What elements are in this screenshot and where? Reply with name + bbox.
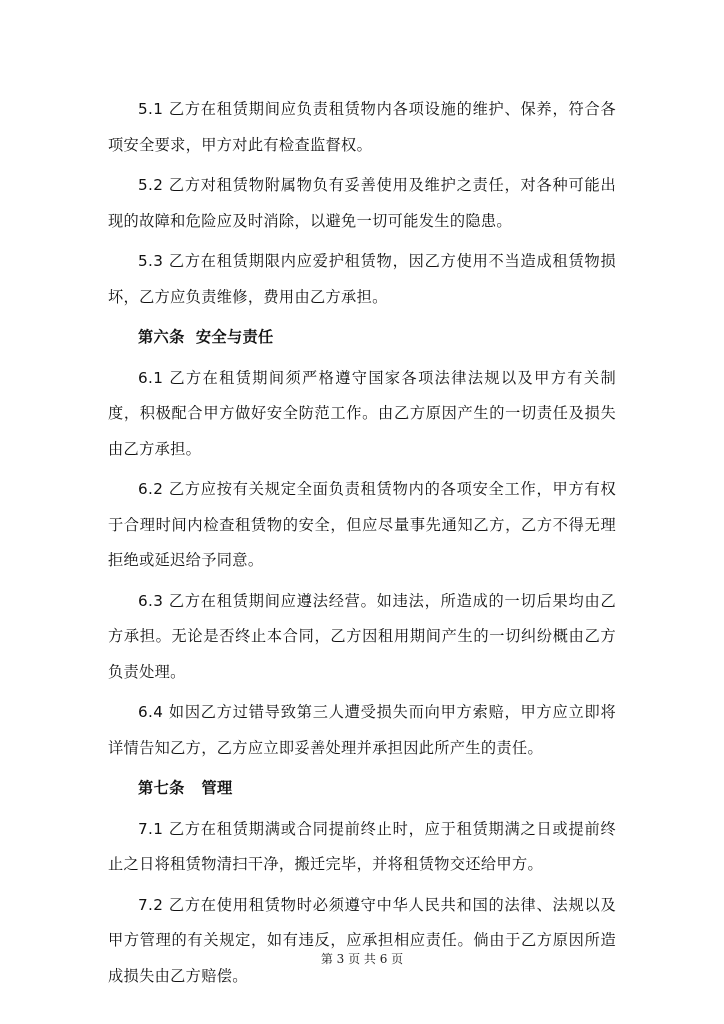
clause-7-2: 7.2 乙方在使用租赁物时必须遵守中华人民共和国的法律、法规以及甲方管理的有关规定，如有违反，应承担相应责任。倘由于乙方原因所造成损失由乙方赔偿。 [108, 895, 616, 985]
clause-5-3: 5.3 乙方在租赁期限内应爱护租赁物，因乙方使用不当造成租赁物损坏，乙方应负责维修，费用由乙方承担。 [108, 252, 616, 306]
page-number-footer: 第 3 页 共 6 页 [320, 952, 404, 966]
clause-6-2: 6.2 乙方应按有关规定全面负责租赁物内的各项安全工作，甲方有权于合理时间内检查租赁物的安全，但应尽量事先通知乙方，乙方不得无理拒绝或延迟给予同意。 [108, 480, 616, 569]
clause-6-3: 6.3 乙方在租赁期间应遵法经营。如违法，所造成的一切后果均由乙方承担。无论是否终止本合同，乙方因租用期间产生的一切纠纷概由乙方负责处理。 [108, 591, 616, 681]
clause-6-1: 6.1 乙方在租赁期间须严格遵守国家各项法律法规以及甲方有关制度，积极配合甲方做好安全防范工作。由乙方原因产生的一切责任及损失由乙方承担。 [108, 368, 616, 458]
article-7-heading: 第七条 管理 [138, 779, 233, 797]
clause-5-1: 5.1 乙方在租赁期间应负责租赁物内各项设施的维护、保养，符合各项安全要求，甲方对此有检查监督权。 [108, 100, 616, 154]
article-6-heading: 第六条 安全与责任 [138, 328, 274, 346]
clause-6-4: 6.4 如因乙方过错导致第三人遭受损失而向甲方索赔，甲方应立即将详情告知乙方，乙方应立即妥善处理并承担因此所产生的责任。 [108, 703, 616, 757]
document-body [108, 92, 616, 999]
clause-5-2: 5.2 乙方对租赁物附属物负有妥善使用及维护之责任，对各种可能出现的故障和危险应及时消除，以避免一切可能发生的隐患。 [108, 176, 616, 230]
clause-7-1: 7.1 乙方在租赁期满或合同提前终止时，应于租赁期满之日或提前终止之日将租赁物清扫干净，搬迁完毕，并将租赁物交还给甲方。 [108, 819, 616, 873]
